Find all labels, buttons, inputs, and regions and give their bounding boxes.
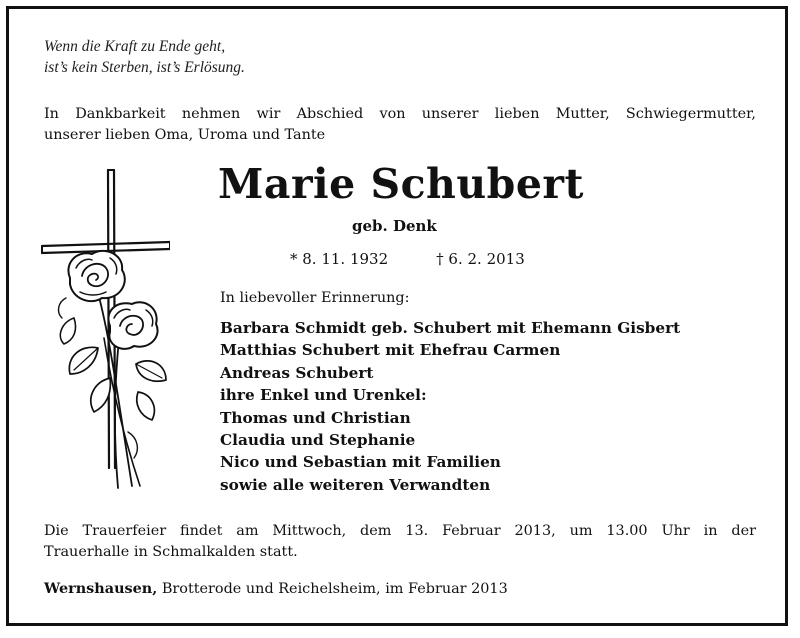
motto-line-2: ist’s kein Sterben, ist’s Erlösung. (44, 59, 245, 76)
mourner-line: Matthias Schubert mit Ehefrau Carmen (220, 341, 561, 360)
motto (44, 36, 245, 78)
cross-with-roses-icon (40, 168, 170, 498)
mourners-list (220, 317, 680, 496)
death-date: † 6. 2. 2013 (436, 250, 525, 268)
mourner-line: Andreas Schubert (220, 363, 374, 382)
mourner-line: Nico und Sebastian mit Familien (220, 453, 501, 472)
intro-line-1: In Dankbarkeit nehmen wir Abschied von unserer lieben Mutter, Schwiegermutter, (44, 106, 756, 122)
deceased-name: Marie Schubert (218, 160, 584, 208)
mourner-line: Thomas und Christian (220, 408, 411, 427)
birth-date: * 8. 11. 1932 (290, 250, 389, 268)
mourner-line: ihre Enkel und Urenkel: (220, 386, 427, 405)
ceremony-line-1: Die Trauerfeier findet am Mittwoch, dem 13. Februar 2013, um 13.00 Uhr in der (44, 523, 756, 539)
intro-text (44, 104, 756, 146)
birth-name: geb. Denk (352, 217, 437, 235)
mourner-line: sowie alle weiteren Verwandten (220, 475, 491, 494)
place-and-date (44, 580, 508, 597)
ceremony-line-2: Trauerhalle in Schmalkalden statt. (44, 544, 298, 560)
mourner-line: Barbara Schmidt geb. Schubert mit Ehemann Gisbert (220, 319, 681, 337)
place-rest: Brotterode und Reichelsheim, im Februar 2013 (157, 581, 508, 597)
ceremony-text (44, 521, 756, 563)
place-town: Wernshausen, (44, 580, 158, 597)
mourner-line: Claudia und Stephanie (220, 431, 416, 450)
remembrance-heading: In liebevoller Erinnerung: (220, 290, 410, 306)
intro-line-2: unserer lieben Oma, Uroma und Tante (44, 127, 326, 143)
life-dates (290, 250, 525, 268)
motto-line-1: Wenn die Kraft zu Ende geht, (44, 38, 226, 55)
